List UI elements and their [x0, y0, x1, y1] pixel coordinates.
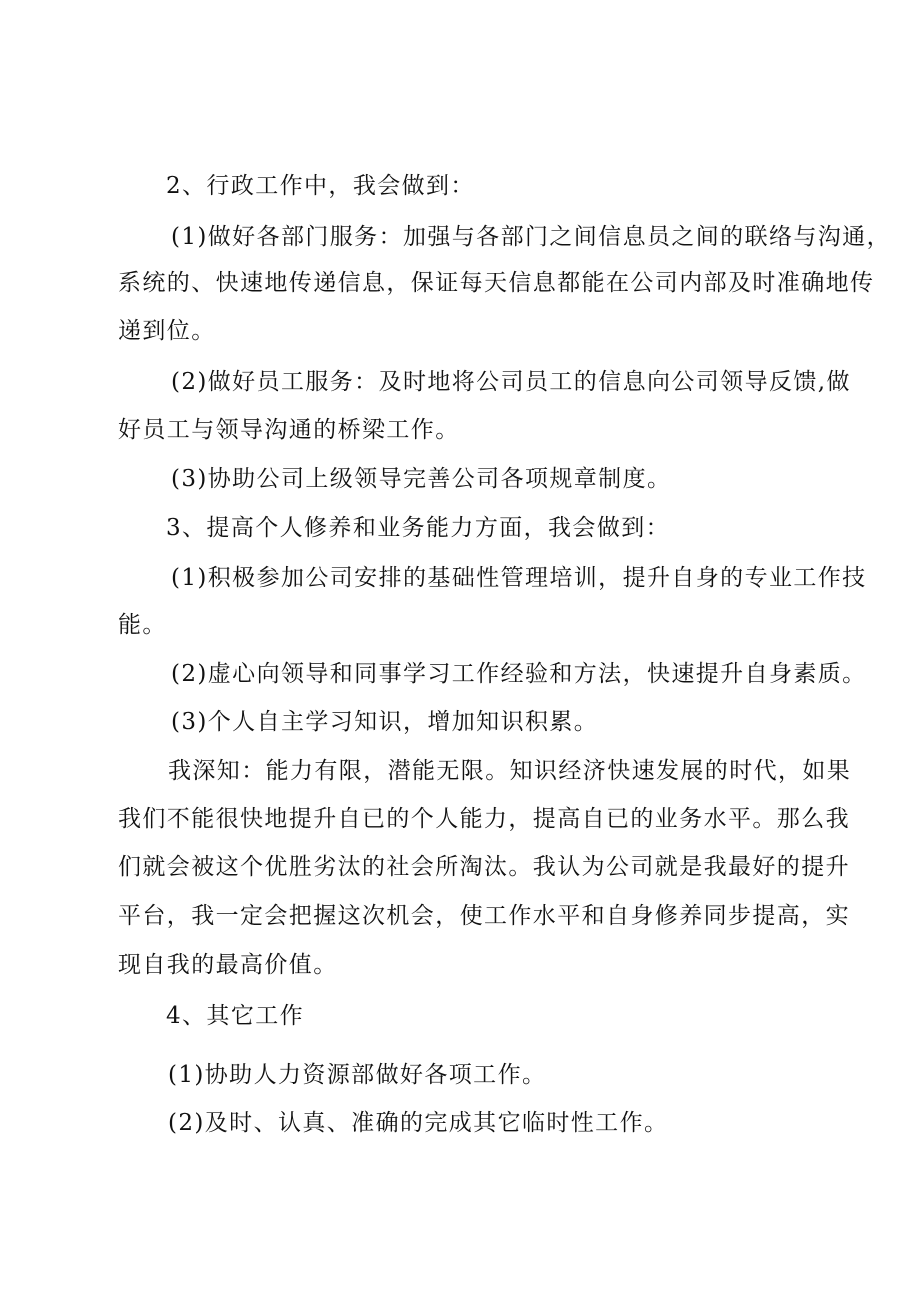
section2-item2-line1: (2)做好员工服务：及时地将公司员工的信息向公司领导反馈,做: [171, 369, 851, 395]
section2-item3-line1: (3)协助公司上级领导完善公司各项规章制度。: [171, 466, 672, 492]
section3-closing-line5: 现自我的最高价值。: [118, 952, 338, 978]
section3-item2-line1: (2)虚心向领导和同事学习工作经验和方法，快速提升自身素质。: [171, 661, 867, 687]
section-heading-2: 2、行政工作中，我会做到：: [166, 173, 475, 199]
section3-closing-line3: 们就会被这个优胜劣汰的社会所淘汰。我认为公司就是我最好的提升: [118, 854, 850, 880]
section2-item1-line1: (1)做好各部门服务：加强与各部门之间信息员之间的联络与沟通，: [171, 224, 891, 250]
section3-closing-line1: 我深知：能力有限，潜能无限。知识经济快速发展的时代，如果: [168, 758, 852, 784]
section3-closing-line4: 平台，我一定会把握这次机会，使工作水平和自身修养同步提高，实: [118, 903, 850, 929]
section4-item1-line1: (1)协助人力资源部做好各项工作。: [168, 1062, 547, 1088]
section3-item1-line1: (1)积极参加公司安排的基础性管理培训，提升自身的专业工作技: [171, 565, 867, 591]
section2-item2-line2: 好员工与领导沟通的桥梁工作。: [118, 417, 460, 443]
section-heading-4: 4、其它工作: [166, 1003, 305, 1029]
section3-item1-line2: 能。: [118, 612, 167, 638]
section4-item2-line1: (2)及时、认真、准确的完成其它临时性工作。: [168, 1110, 669, 1136]
section3-closing-line2: 我们不能很快地提升自已的个人能力，提高自已的业务水平。那么我: [118, 806, 850, 832]
section2-item1-line2: 系统的、快速地传递信息，保证每天信息都能在公司内部及时准确地传: [118, 270, 875, 296]
section2-item1-line3: 递到位。: [118, 318, 216, 344]
section-heading-3: 3、提高个人修养和业务能力方面，我会做到：: [166, 515, 671, 541]
section3-item3-line1: (3)个人自主学习知识，增加知识积累。: [171, 709, 599, 735]
